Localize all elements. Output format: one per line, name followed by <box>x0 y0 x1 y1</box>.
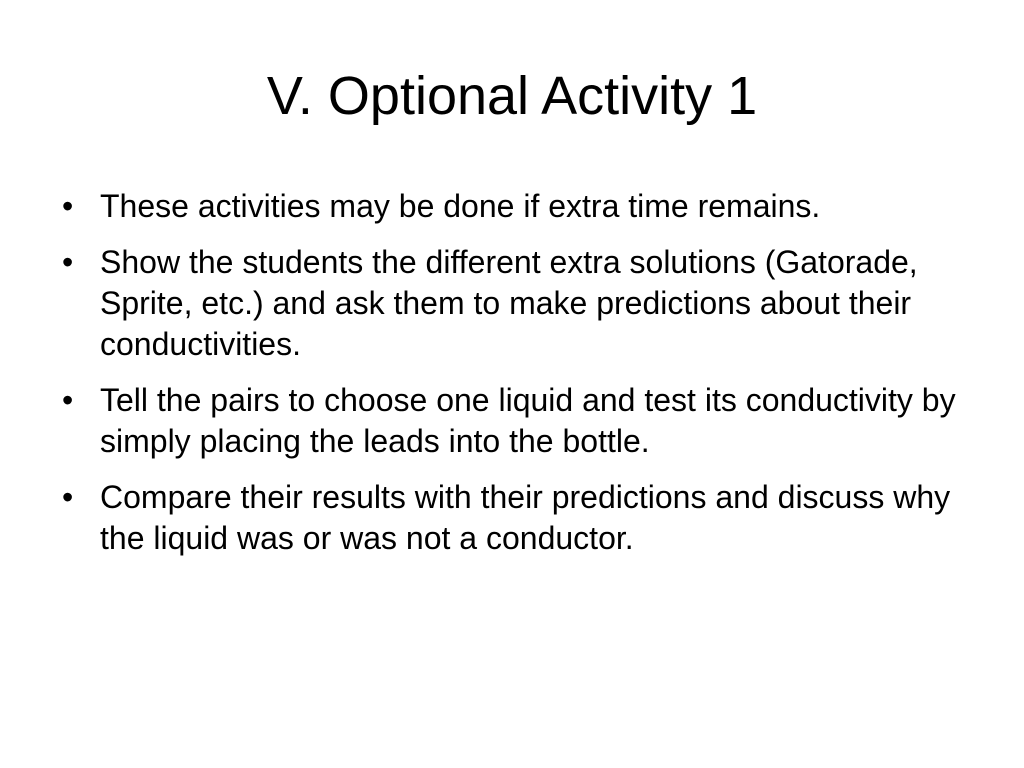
bullet-item <box>62 242 962 365</box>
bullet-icon: • <box>62 479 74 515</box>
bullet-icon: • <box>62 244 74 280</box>
bullet-list <box>62 186 962 574</box>
bullet-text: Tell the pairs to choose one liquid and test its conductivity by simply placing the leads into the bottle. <box>100 382 956 459</box>
bullet-item <box>62 380 962 462</box>
bullet-item <box>62 477 962 559</box>
bullet-text: Compare their results with their predictions and discuss why the liquid was or was not a conductor. <box>100 479 951 556</box>
bullet-icon: • <box>62 188 74 224</box>
bullet-item <box>62 186 962 227</box>
bullet-icon: • <box>62 382 74 418</box>
bullet-text: These activities may be done if extra time remains. <box>100 188 821 224</box>
bullet-text: Show the students the different extra solutions (Gatorade, Sprite, etc.) and ask them to make predictions about their conductivities. <box>100 244 918 362</box>
slide-title: V. Optional Activity 1 <box>266 66 758 126</box>
